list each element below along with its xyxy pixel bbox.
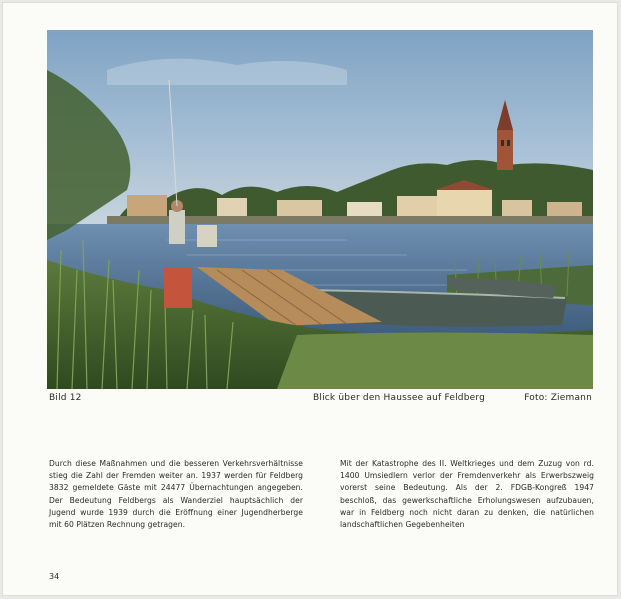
figure-number: Bild 12 [49,393,82,403]
book-page [2,2,618,596]
body-text-right-column: Mit der Katastrophe des II. Weltkrieges und dem Zuzug von rd. 1400 Umsiedlern verlor der Fremdenverkehr als Erwerbszweig vorerst seine Bedeutung. Als der 2. FDGB-Kongreß 1947 beschloß, das gewerkschaftliche Erholungswesen aufzubauen, war in Feldberg noch nicht daran zu denken, die natürlichen landschaftlichen Gegebenheiten [340,459,594,530]
figure-title: Blick über den Haussee auf Feldberg [313,393,486,403]
lake-photo [47,30,593,389]
photo-credit: Foto: Ziemann [524,393,592,403]
page-number: 34 [49,572,60,581]
photo-illustration [47,30,593,389]
body-text-left-column: Durch diese Maßnahmen und die besseren Verkehrsverhältnisse stieg die Zahl der Fremden weiter an. 1937 werden für Feldberg 3832 gemeldete Gäste mit 24477 Übernachtungen angegeben. Der Bedeutung Feldbergs als Wanderziel hauptsächlich der Jugend wurde 1939 durch die Eröffnung einer Jugendherberge mit 60 Plätzen Rechnung getragen. [49,459,303,530]
figure-caption [3,393,619,407]
